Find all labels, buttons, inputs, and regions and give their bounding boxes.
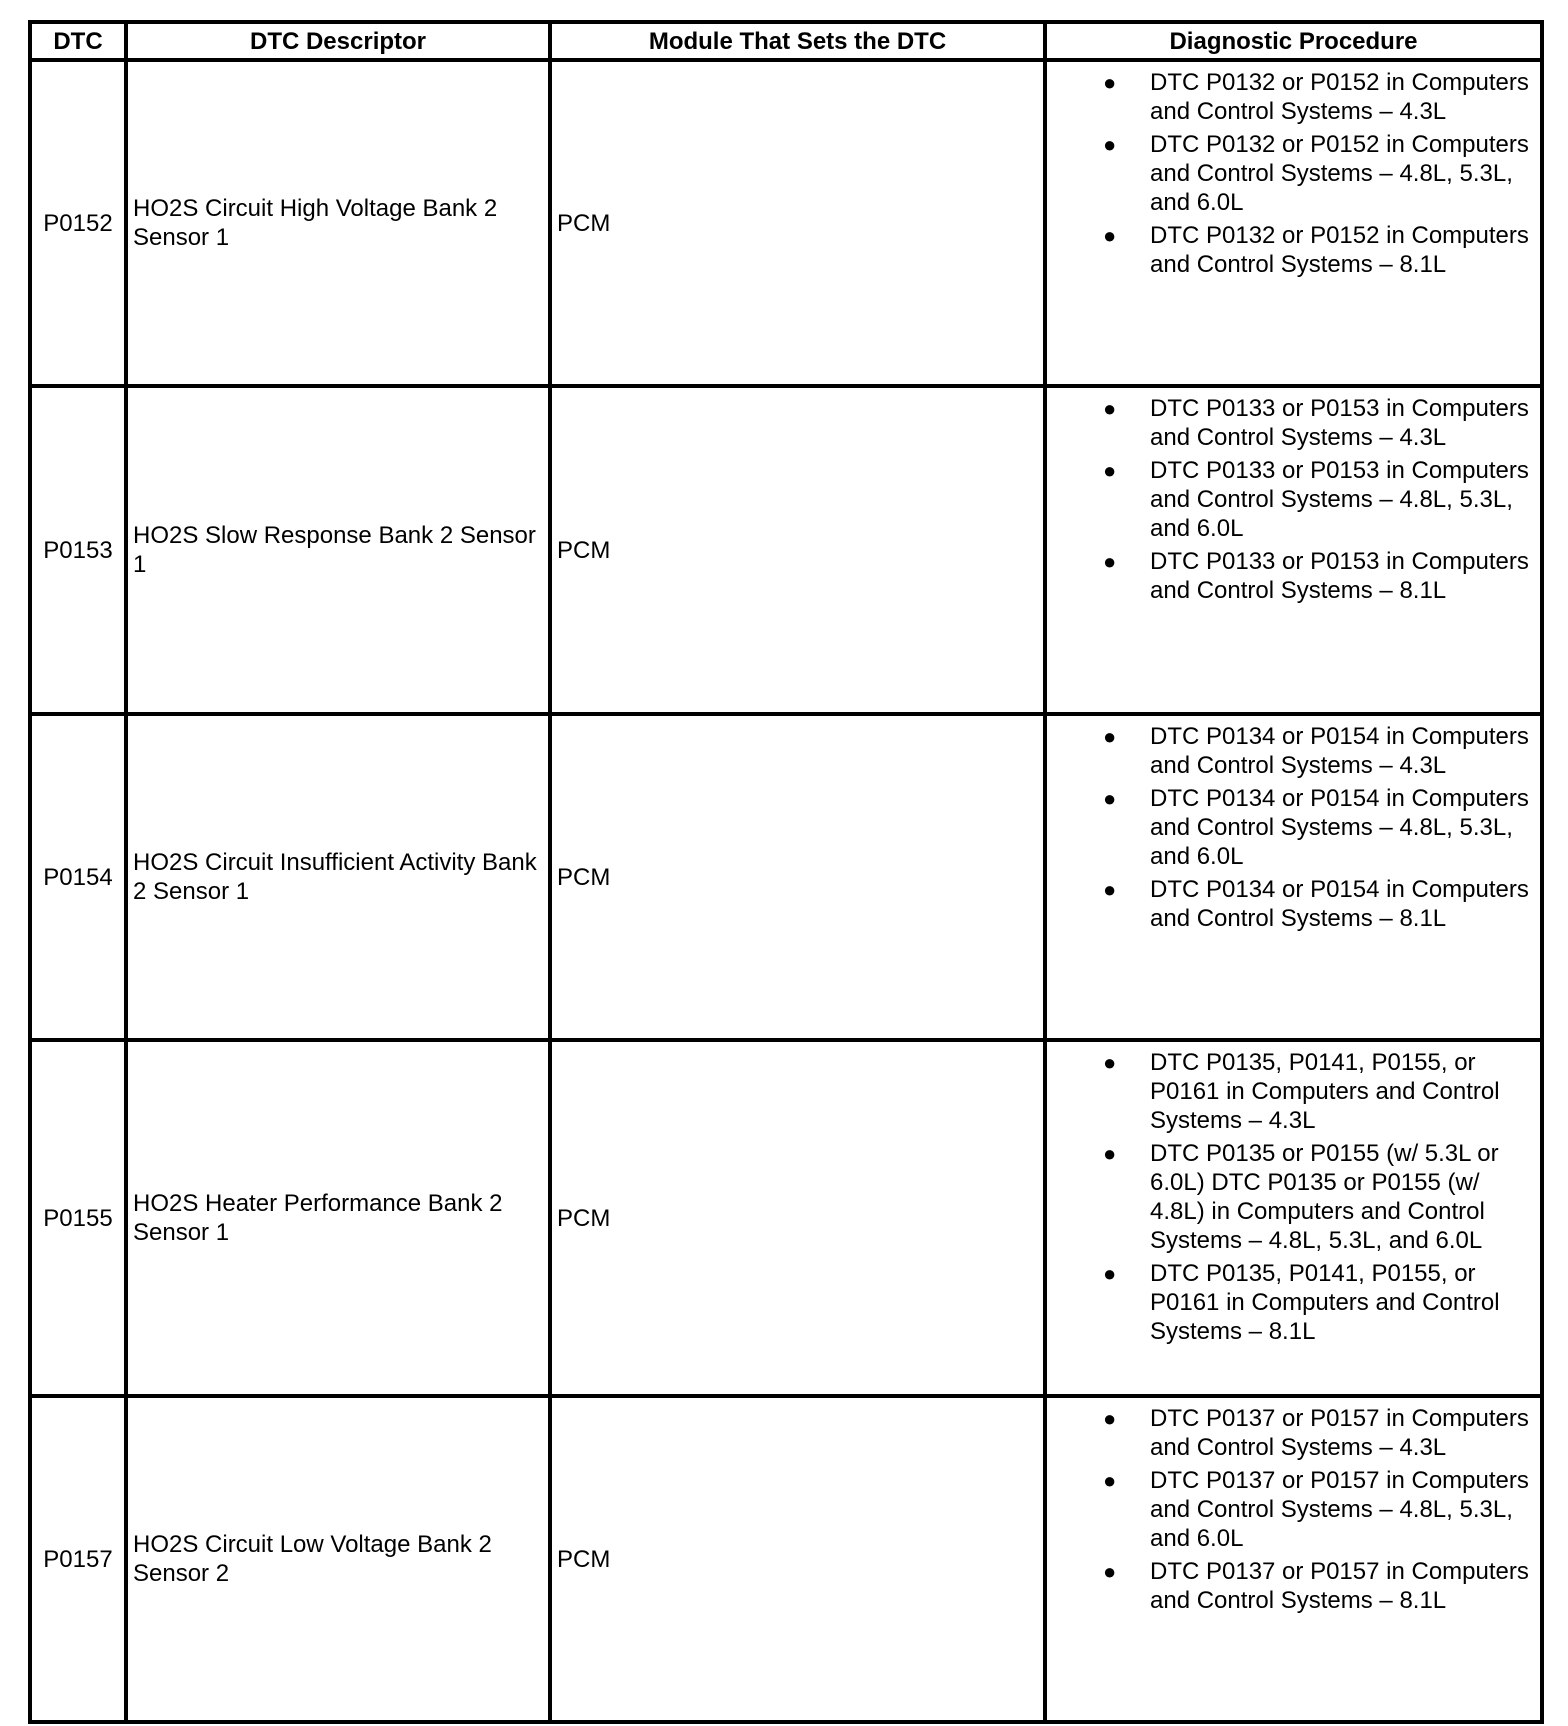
procedure-item — [1047, 875, 1540, 933]
procedure-item — [1047, 1466, 1540, 1553]
dtc-module: PCM — [550, 1396, 1045, 1722]
dtc-table — [28, 20, 1544, 1724]
bullet-icon: ● — [1103, 549, 1117, 574]
dtc-descriptor: HO2S Circuit High Voltage Bank 2 Sensor 1 — [126, 60, 550, 386]
procedure-item — [1047, 456, 1540, 543]
diagnostic-procedure — [1045, 714, 1542, 1040]
dtc-module: PCM — [550, 1040, 1045, 1396]
bullet-icon: ● — [1103, 1141, 1117, 1166]
procedure-item — [1047, 1557, 1540, 1615]
procedure-item — [1047, 221, 1540, 279]
header-descriptor: DTC Descriptor — [126, 22, 550, 60]
dtc-code: P0157 — [30, 1396, 126, 1722]
dtc-module: PCM — [550, 60, 1045, 386]
procedure-link[interactable]: DTC P0137 or P0157 in Computers and Control Systems – 4.3L — [1150, 1405, 1529, 1461]
table-row — [30, 714, 1542, 1040]
bullet-icon: ● — [1103, 786, 1117, 811]
bullet-icon: ● — [1103, 1261, 1117, 1286]
dtc-module: PCM — [550, 386, 1045, 714]
header-procedure: Diagnostic Procedure — [1045, 22, 1542, 60]
bullet-icon: ● — [1103, 458, 1117, 483]
dtc-code: P0155 — [30, 1040, 126, 1396]
procedure-item — [1047, 1404, 1540, 1462]
procedure-item — [1047, 130, 1540, 217]
dtc-descriptor: HO2S Circuit Insufficient Activity Bank 2 Sensor 1 — [126, 714, 550, 1040]
procedure-link[interactable]: DTC P0134 or P0154 in Computers and Control Systems – 8.1L — [1150, 876, 1529, 932]
header-dtc: DTC — [30, 22, 126, 60]
procedure-link[interactable]: DTC P0135 or P0155 (w/ 5.3L or 6.0L) DTC P0135 or P0155 (w/ 4.8L) in Computers and Control Systems – 4.8L, 5.3L, and 6.0L — [1150, 1140, 1499, 1254]
dtc-descriptor: HO2S Slow Response Bank 2 Sensor 1 — [126, 386, 550, 714]
procedure-list — [1047, 1048, 1540, 1346]
procedure-link[interactable]: DTC P0137 or P0157 in Computers and Control Systems – 8.1L — [1150, 1558, 1529, 1614]
table-row — [30, 60, 1542, 386]
header-module: Module That Sets the DTC — [550, 22, 1045, 60]
bullet-icon: ● — [1103, 724, 1117, 749]
dtc-code: P0153 — [30, 386, 126, 714]
bullet-icon: ● — [1103, 223, 1117, 248]
procedure-item — [1047, 547, 1540, 605]
dtc-descriptor: HO2S Heater Performance Bank 2 Sensor 1 — [126, 1040, 550, 1396]
diagnostic-procedure — [1045, 60, 1542, 386]
procedure-link[interactable]: DTC P0133 or P0153 in Computers and Control Systems – 4.8L, 5.3L, and 6.0L — [1150, 457, 1529, 542]
bullet-icon: ● — [1103, 1559, 1117, 1584]
dtc-descriptor: HO2S Circuit Low Voltage Bank 2 Sensor 2 — [126, 1396, 550, 1722]
procedure-item — [1047, 1139, 1540, 1255]
table-row — [30, 1396, 1542, 1722]
procedure-link[interactable]: DTC P0135, P0141, P0155, or P0161 in Computers and Control Systems – 4.3L — [1150, 1049, 1500, 1134]
procedure-link[interactable]: DTC P0134 or P0154 in Computers and Control Systems – 4.8L, 5.3L, and 6.0L — [1150, 785, 1529, 870]
procedure-list — [1047, 68, 1540, 279]
table-row — [30, 386, 1542, 714]
dtc-code: P0154 — [30, 714, 126, 1040]
procedure-list — [1047, 1404, 1540, 1615]
procedure-item — [1047, 68, 1540, 126]
procedure-item — [1047, 1048, 1540, 1135]
bullet-icon: ● — [1103, 1406, 1117, 1431]
bullet-icon: ● — [1103, 396, 1117, 421]
bullet-icon: ● — [1103, 877, 1117, 902]
bullet-icon: ● — [1103, 70, 1117, 95]
dtc-module: PCM — [550, 714, 1045, 1040]
procedure-link[interactable]: DTC P0132 or P0152 in Computers and Control Systems – 4.3L — [1150, 69, 1529, 125]
procedure-link[interactable]: DTC P0137 or P0157 in Computers and Control Systems – 4.8L, 5.3L, and 6.0L — [1150, 1467, 1529, 1552]
bullet-icon: ● — [1103, 1468, 1117, 1493]
procedure-item — [1047, 1259, 1540, 1346]
procedure-item — [1047, 722, 1540, 780]
procedure-link[interactable]: DTC P0132 or P0152 in Computers and Control Systems – 4.8L, 5.3L, and 6.0L — [1150, 131, 1529, 216]
dtc-code: P0152 — [30, 60, 126, 386]
procedure-list — [1047, 394, 1540, 605]
procedure-link[interactable]: DTC P0134 or P0154 in Computers and Control Systems – 4.3L — [1150, 723, 1529, 779]
procedure-list — [1047, 722, 1540, 933]
bullet-icon: ● — [1103, 1050, 1117, 1075]
procedure-item — [1047, 784, 1540, 871]
table-row — [30, 1040, 1542, 1396]
procedure-item — [1047, 394, 1540, 452]
procedure-link[interactable]: DTC P0135, P0141, P0155, or P0161 in Computers and Control Systems – 8.1L — [1150, 1260, 1500, 1345]
diagnostic-procedure — [1045, 386, 1542, 714]
procedure-link[interactable]: DTC P0133 or P0153 in Computers and Control Systems – 4.3L — [1150, 395, 1529, 451]
diagnostic-procedure — [1045, 1040, 1542, 1396]
diagnostic-procedure — [1045, 1396, 1542, 1722]
procedure-link[interactable]: DTC P0132 or P0152 in Computers and Control Systems – 8.1L — [1150, 222, 1529, 278]
header-row — [30, 22, 1542, 60]
procedure-link[interactable]: DTC P0133 or P0153 in Computers and Control Systems – 8.1L — [1150, 548, 1529, 604]
bullet-icon: ● — [1103, 132, 1117, 157]
